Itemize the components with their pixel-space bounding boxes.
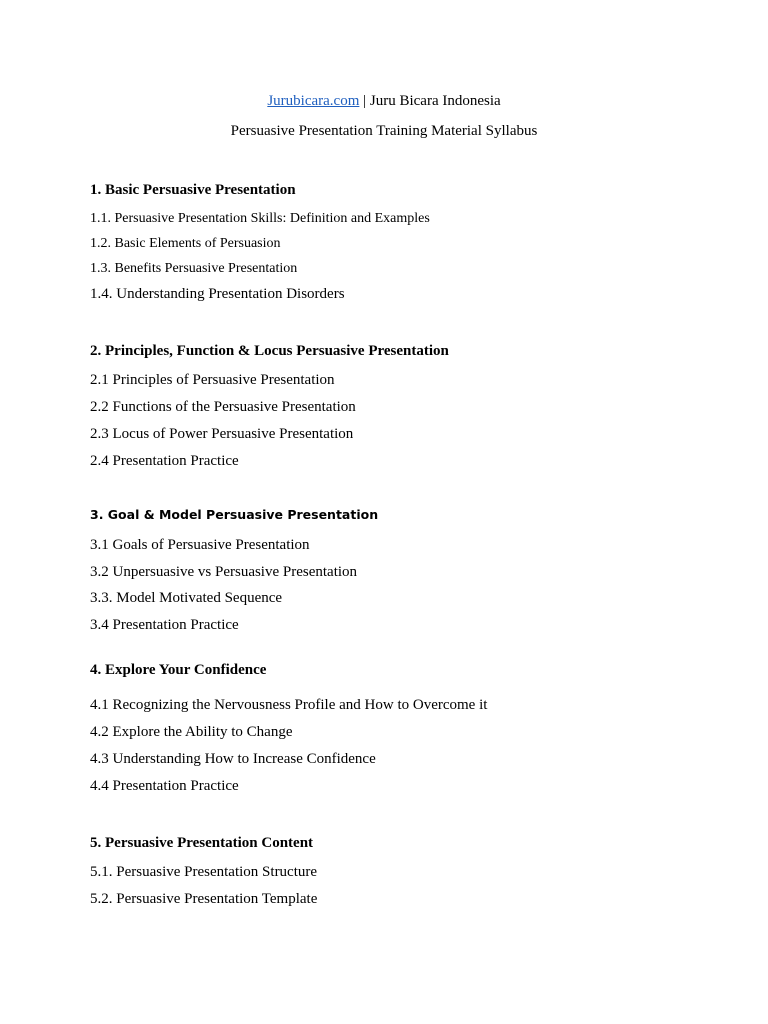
site-link[interactable]: Jurubicara.com [267, 93, 360, 109]
list-item: 5.2. Persuasive Presentation Template [90, 891, 318, 907]
list-item: 4.1 Recognizing the Nervousness Profile and How to Overcome it [90, 697, 488, 713]
list-item: 2.1 Principles of Persuasive Presentation [90, 372, 335, 388]
list-item: 3.4 Presentation Practice [90, 617, 239, 633]
section-heading: 3. Goal & Model Persuasive Presentation [90, 507, 379, 522]
list-item: 1.2. Basic Elements of Persuasion [90, 236, 281, 251]
list-item: 1.4. Understanding Presentation Disorders [90, 286, 345, 302]
list-item: 3.2 Unpersuasive vs Persuasive Presentation [90, 564, 358, 580]
list-item: 2.4 Presentation Practice [90, 453, 239, 469]
list-item: 4.2 Explore the Ability to Change [90, 724, 293, 740]
document-subtitle: Persuasive Presentation Training Material Syllabus [230, 123, 538, 139]
section-heading: 4. Explore Your Confidence [90, 662, 267, 678]
list-item: 2.2 Functions of the Persuasive Presentation [90, 399, 356, 415]
list-item: 4.4 Presentation Practice [90, 778, 239, 794]
site-name: | Juru Bicara Indonesia [359, 93, 501, 109]
list-item: 3.1 Goals of Persuasive Presentation [90, 537, 310, 553]
list-item: 1.1. Persuasive Presentation Skills: Definition and Examples [90, 211, 430, 226]
list-item: 4.3 Understanding How to Increase Confidence [90, 751, 376, 767]
section-heading: 2. Principles, Function & Locus Persuasive Presentation [90, 343, 449, 359]
header-line [0, 94, 768, 109]
section-heading: 5. Persuasive Presentation Content [90, 835, 314, 851]
list-item: 2.3 Locus of Power Persuasive Presentation [90, 426, 354, 442]
section-heading: 1. Basic Persuasive Presentation [90, 182, 296, 198]
list-item: 1.3. Benefits Persuasive Presentation [90, 261, 298, 276]
list-item: 5.1. Persuasive Presentation Structure [90, 864, 318, 880]
list-item: 3.3. Model Motivated Sequence [90, 590, 283, 606]
